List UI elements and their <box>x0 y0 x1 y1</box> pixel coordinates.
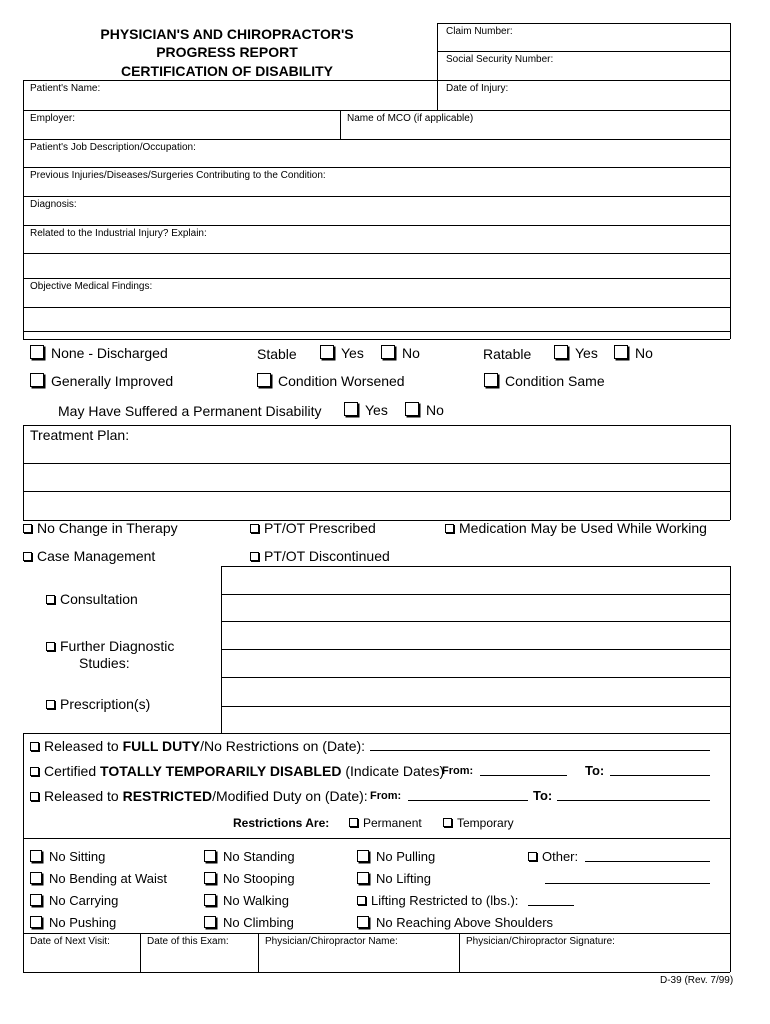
checkbox[interactable] <box>30 345 44 359</box>
mco-label: Name of MCO (if applicable) <box>347 113 474 124</box>
checkbox[interactable] <box>344 402 358 416</box>
grid-line <box>221 677 730 678</box>
permanent-disability-yes-option[interactable]: Yes <box>344 402 388 418</box>
grid-line <box>221 594 730 595</box>
no-walking-option[interactable]: No Walking <box>204 893 289 908</box>
grid-line <box>730 566 731 733</box>
ttd-to-label: To: <box>585 763 605 778</box>
checkbox[interactable] <box>30 373 44 387</box>
title-line-2: PROGRESS REPORT <box>156 44 298 60</box>
ratable-no-option[interactable]: No <box>614 345 653 361</box>
checkbox[interactable] <box>250 552 259 561</box>
stable-label: Stable <box>257 346 297 362</box>
grid-line <box>23 307 730 308</box>
further-diagnostic-option[interactable]: Further Diagnostic <box>46 638 174 654</box>
grid-line <box>221 621 730 622</box>
checkbox[interactable] <box>357 916 369 928</box>
checkbox[interactable] <box>357 850 369 862</box>
grid-line <box>459 933 460 972</box>
grid-line <box>140 933 141 972</box>
case-management-option[interactable]: Case Management <box>23 548 155 564</box>
next-visit-label: Date of Next Visit: <box>30 936 110 947</box>
checkbox[interactable] <box>30 742 39 751</box>
related-label: Related to the Industrial Injury? Explain: <box>30 228 207 239</box>
lifting-restricted-field[interactable] <box>528 893 574 906</box>
checkbox[interactable] <box>250 524 259 533</box>
full-duty-date-field[interactable] <box>370 738 710 751</box>
grid-line <box>221 706 730 707</box>
no-pushing-option[interactable]: No Pushing <box>30 915 116 930</box>
ptot-discontinued-option[interactable]: PT/OT Discontinued <box>250 548 390 564</box>
no-stooping-option[interactable]: No Stooping <box>204 871 295 886</box>
restricted-to-field[interactable] <box>557 788 710 801</box>
form-number: D-39 (Rev. 7/99) <box>660 975 734 986</box>
checkbox[interactable] <box>30 916 42 928</box>
no-standing-option[interactable]: No Standing <box>204 849 295 864</box>
stable-no-option[interactable]: No <box>381 345 420 361</box>
condition-worsened-option[interactable]: Condition Worsened <box>257 373 405 389</box>
grid-line <box>437 23 730 24</box>
checkbox[interactable] <box>30 850 42 862</box>
ttd-to-field[interactable] <box>610 763 710 776</box>
restrictions-are-label: Restrictions Are: <box>233 816 330 830</box>
generally-improved-option[interactable]: Generally Improved <box>30 373 173 389</box>
grid-line <box>23 80 730 81</box>
lifting-restricted-option[interactable]: Lifting Restricted to (lbs.): <box>357 893 518 908</box>
grid-line <box>221 566 730 567</box>
grid-line <box>23 80 24 339</box>
title-line-3: CERTIFICATION OF DISABILITY <box>120 63 334 79</box>
checkbox[interactable] <box>349 818 358 827</box>
grid-line <box>23 196 730 197</box>
other-field-2[interactable] <box>545 871 710 884</box>
checkbox[interactable] <box>445 524 454 533</box>
other-option[interactable]: Other: <box>528 849 578 864</box>
grid-line <box>730 733 731 972</box>
objective-findings-label: Objective Medical Findings: <box>30 281 153 292</box>
restricted-from-label: From: <box>370 790 402 802</box>
checkbox[interactable] <box>30 872 42 884</box>
permanent-disability-label: May Have Suffered a Permanent Disability <box>58 403 322 419</box>
ttd-from-label: From: <box>442 765 474 777</box>
date-exam-label: Date of this Exam: <box>147 936 229 947</box>
checkbox[interactable] <box>528 852 537 861</box>
checkbox[interactable] <box>357 872 369 884</box>
grid-line <box>23 733 24 972</box>
physician-name-label: Physician/Chiropractor Name: <box>265 936 398 947</box>
no-bending-option[interactable]: No Bending at Waist <box>30 871 167 886</box>
no-change-option[interactable]: No Change in Therapy <box>23 520 178 536</box>
checkbox[interactable] <box>614 345 628 359</box>
restricted-to-label: To: <box>533 788 553 803</box>
checkbox[interactable] <box>23 524 32 533</box>
grid-line <box>23 838 730 839</box>
no-reaching-option[interactable]: No Reaching Above Shoulders <box>357 915 553 930</box>
checkbox[interactable] <box>443 818 452 827</box>
checkbox[interactable] <box>405 402 419 416</box>
no-climbing-option[interactable]: No Climbing <box>204 915 294 930</box>
grid-line <box>23 491 730 492</box>
checkbox[interactable] <box>257 373 271 387</box>
other-field-1[interactable] <box>585 849 710 862</box>
previous-injuries-label: Previous Injuries/Diseases/Surgeries Contributing to the Condition: <box>30 170 326 181</box>
ratable-label: Ratable <box>483 346 532 362</box>
grid-line <box>23 278 730 279</box>
no-pulling-option[interactable]: No Pulling <box>357 849 435 864</box>
checkbox[interactable] <box>484 373 498 387</box>
no-carrying-option[interactable]: No Carrying <box>30 893 118 908</box>
grid-line <box>23 425 730 426</box>
grid-line <box>437 51 730 52</box>
treatment-plan-label: Treatment Plan: <box>30 427 130 443</box>
no-sitting-option[interactable]: No Sitting <box>30 849 105 864</box>
checkbox[interactable] <box>320 345 334 359</box>
checkbox[interactable] <box>204 894 216 906</box>
stable-yes-option[interactable]: Yes <box>320 345 364 361</box>
consultation-option[interactable]: Consultation <box>46 591 138 607</box>
grid-line <box>23 733 730 734</box>
permanent-disability-no-option[interactable]: No <box>405 402 444 418</box>
grid-line <box>437 23 438 110</box>
medication-option[interactable]: Medication May be Used While Working <box>445 520 707 536</box>
checkbox[interactable] <box>357 896 366 905</box>
temporary-option[interactable]: Temporary <box>443 816 514 830</box>
grid-line <box>23 933 730 934</box>
checkbox[interactable] <box>204 850 216 862</box>
restricted-option[interactable]: Released to RESTRICTED/Modified Duty on (Date): <box>30 788 368 804</box>
ssn-label: Social Security Number: <box>446 54 554 65</box>
grid-line <box>23 331 730 332</box>
restricted-from-field[interactable] <box>408 788 528 801</box>
checkbox[interactable] <box>46 595 55 604</box>
checkbox[interactable] <box>30 792 39 801</box>
condition-same-option[interactable]: Condition Same <box>484 373 605 389</box>
grid-line <box>23 139 730 140</box>
no-lifting-option[interactable]: No Lifting <box>357 871 431 886</box>
permanent-option[interactable]: Permanent <box>349 816 422 830</box>
date-of-injury-label: Date of Injury: <box>446 83 509 94</box>
physician-signature-label: Physician/Chiropractor Signature: <box>466 936 615 947</box>
employer-label: Employer: <box>30 113 76 124</box>
grid-line <box>258 933 259 972</box>
grid-line <box>221 649 730 650</box>
ttd-option[interactable]: Certified TOTALLY TEMPORARILY DISABLED (Indicate Dates) <box>30 763 444 779</box>
job-description-label: Patient's Job Description/Occupation: <box>30 142 196 153</box>
grid-line <box>23 463 730 464</box>
checkbox[interactable] <box>204 872 216 884</box>
ttd-from-field[interactable] <box>480 763 567 776</box>
ptot-prescribed-option[interactable]: PT/OT Prescribed <box>250 520 376 536</box>
grid-line <box>730 23 731 339</box>
grid-line <box>23 110 730 111</box>
grid-line <box>23 225 730 226</box>
ratable-yes-option[interactable]: Yes <box>554 345 598 361</box>
grid-line <box>23 425 24 520</box>
grid-line <box>23 972 730 973</box>
checkbox[interactable] <box>30 894 42 906</box>
full-duty-option[interactable]: Released to FULL DUTY/No Restrictions on (Date): <box>30 738 365 754</box>
prescriptions-option[interactable]: Prescription(s) <box>46 696 150 712</box>
grid-line <box>23 339 730 340</box>
checkbox[interactable] <box>46 642 55 651</box>
none-discharged-option[interactable]: None - Discharged <box>30 345 168 361</box>
grid-line <box>730 425 731 520</box>
patient-name-label: Patient's Name: <box>30 83 101 94</box>
checkbox[interactable] <box>23 552 32 561</box>
checkbox[interactable] <box>46 700 55 709</box>
diagnosis-label: Diagnosis: <box>30 199 77 210</box>
grid-line <box>23 253 730 254</box>
checkbox[interactable] <box>554 345 568 359</box>
checkbox[interactable] <box>204 916 216 928</box>
checkbox[interactable] <box>30 767 39 776</box>
grid-line <box>340 110 341 139</box>
checkbox[interactable] <box>381 345 395 359</box>
further-diagnostic-line2: Studies: <box>79 655 130 671</box>
claim-number-label: Claim Number: <box>446 26 513 37</box>
grid-line <box>23 167 730 168</box>
title-line-1: PHYSICIAN'S AND CHIROPRACTOR'S <box>100 26 354 42</box>
